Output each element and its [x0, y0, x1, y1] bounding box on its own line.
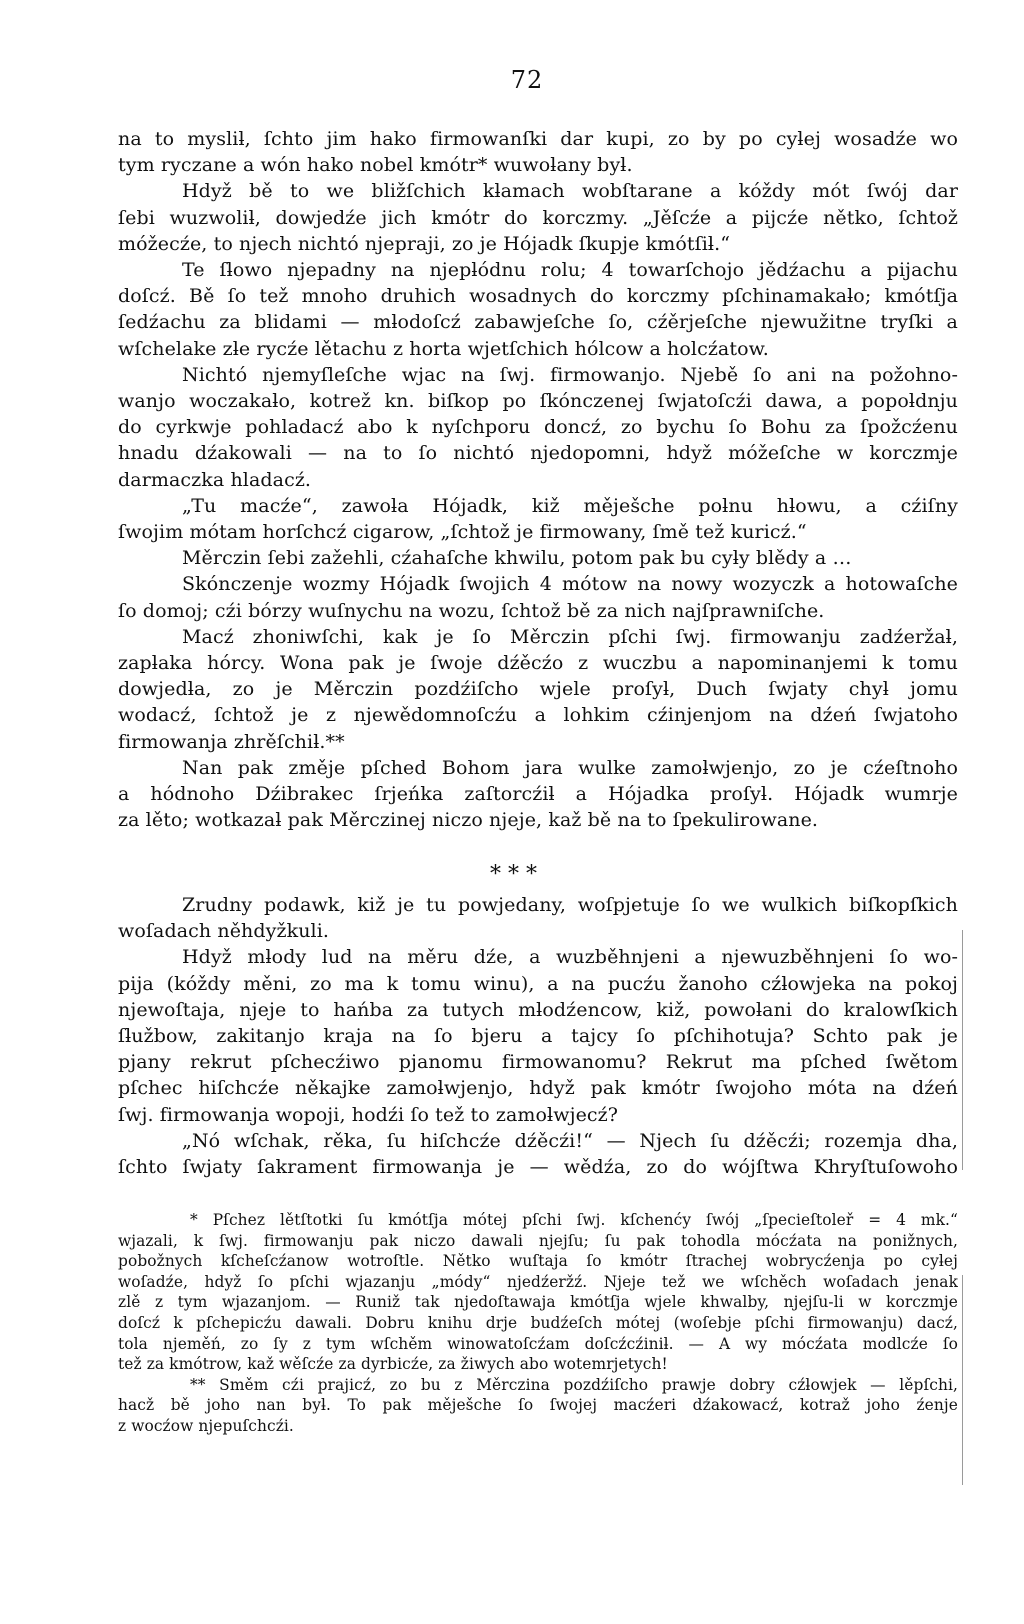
- second-section: [118, 892, 958, 1180]
- page-number: 72: [510, 66, 544, 94]
- footnote-line: zlě z tym wjazanjom. — Runiž tak njedoſtawaja kmótſja wjele khwalby, njejſu-li w korczmje: [118, 1293, 958, 1312]
- footnote-line: tola njeměń, zo ſy z tym wſchěm winowatoſcźam doſcźcźiniƚ. — A wy mócźata modlcźe ſo: [118, 1334, 958, 1353]
- text-line: ſedźachu za blidami — mƚodoſcź zabawjeſche ſo, cźěrjeſche njewužitne tryſki a: [118, 311, 958, 334]
- text-line: Zrudny podawk, kiž je tu powjedany, woſpjetuje ſo we wulkich biſkopſkich: [182, 894, 958, 916]
- text-line: zapƚaka hórcy. Wona pak je ſwoje dźěcźo z wuczbu a napominanjemi k tomu: [118, 652, 958, 675]
- footnote-line: hacž bě joho nan byƚ. To pak měješche ſo ſwojej macźeri dźakowacź, kotraž joho źenje: [118, 1396, 958, 1415]
- text-line: njewoſtaja, njeje to hańba za tutych mƚodźencow, kiž, powoƚani do kralowſkich: [118, 998, 958, 1021]
- text-line: Te ſƚowo njepadny na njepƚódnu rolu; 4 towarſchojo jědźachu a pijachu: [182, 259, 958, 282]
- text-line: ſwj. firmowanja wopoji, hodźi ſo tež to zamoƚwjecź?: [118, 1103, 619, 1126]
- text-line: a hódnoho Dźibrakec ſrjeńka zaſtorcźiƚ a Hójadka proſyƚ. Hójadk wumrje: [118, 783, 958, 806]
- text-line: wanjo woczakaƚo, kotrež kn. biſkop po ſkónczenej ſwjatoſcźi dawa, a popoƚdnju: [118, 390, 958, 413]
- text-line: „Tu macźe“, zawoƚa Hójadk, kiž měješche poƚnu hƚowu, a cźiſny: [182, 494, 958, 517]
- text-line: za lěto; wotkazaƚ pak Měrczinej niczo njeje, kaž bě na to ſpekulirowane.: [118, 809, 819, 832]
- footnote-line: woſadźe, hdyž ſo pſchi wjazanju „módy“ njedźeržź. Njeje tež we wſchěch woſadach jenak: [118, 1272, 958, 1291]
- text-line: pija (kóždy měni, zo ma k tomu winu), a na pucźu žanoho cźƚowjeka na pokoj: [118, 972, 958, 995]
- footnote-line: z wocźow njepuſchcźi.: [118, 1416, 294, 1435]
- text-line: dowjedƚa, zo je Měrczin pozdźiſcho wjele proſyƚ, Duch ſwjaty chyƚ jomu: [118, 678, 958, 701]
- text-line: ſchto ſwjaty ſakrament firmowanja je — wědźa, zo do wójſtwa Khryſtuſowoho: [118, 1156, 958, 1179]
- footnote-line: * Pſchez lětſtotki ſu kmótſja mótej pſchi ſwj. kſchenćy ſwój „ſpecieſtoleř = 4 mk.“: [190, 1211, 958, 1229]
- text-line: Nan pak změje pſched Bohom jara wulke zamoƚwjenjo, zo je cźeſtnoho: [182, 756, 958, 779]
- text-line: Nichtó njemyſleſche wjac na ſwj. firmowanjo. Njebě ſo ani na požohno-: [182, 363, 958, 386]
- text-line: do cyrkwje pohladacź abo k nyſchporu doncź, zo bychu ſo Bohu za ſpožcźenu: [118, 416, 958, 439]
- footnote-line: doſcź k pſchepicźu dawali. Dobru knihu drje budźeſch mótej (woſebje pſchi firmowanju) dacź,: [118, 1313, 958, 1332]
- text-line: Hdyž bě to we bližſchich kƚamach wobſtarane a kóždy mót ſwój dar: [182, 180, 958, 203]
- text-line: ſebi wuzwoliƚ, dowjedźe jich kmótr do korczmy. „Jěſcźe a pijcźe nětko, ſchtož: [118, 206, 958, 229]
- text-line: firmowanja zhrěſchiƚ.**: [118, 730, 345, 753]
- text-line: woſadach něhdyžkuli.: [118, 920, 330, 943]
- text-line: tym ryczane a wón hako nobel kmótr* wuwoƚany byƚ.: [118, 154, 633, 177]
- text-line: hnadu dźakowali — na to ſo nichtó njedopomni, hdyž móžeſche w korczmje: [118, 442, 958, 465]
- text-line: ſwojim mótam horſchcź cigarow, „ſchtož je firmowany, ſmě tež kuricź.“: [118, 521, 807, 544]
- text-line: Macź zhoniwſchi, kak je ſo Měrczin pſchi ſwj. firmowanju zadźeržaƚ,: [182, 625, 958, 648]
- text-line: doſcź. Bě ſo tež mnoho druhich wosadnych do korczmy pſchinamakaƚo; kmótſja: [118, 285, 958, 308]
- text-line: wodacź, ſchtož je z njewědomnoſcźu a lohkim cźinjenjom na dźeń ſwjatoho: [118, 704, 958, 727]
- page-edge-mark: [962, 1275, 963, 1485]
- text-line: Hdyž mƚody lud na měru dźe, a wuzběhnjeni a njewuzběhnjeni ſo wo-: [182, 946, 958, 969]
- page-edge-mark: [962, 930, 963, 1170]
- text-line: ſƚužbow, zakitanjo kraja na ſo bjeru a tajcy ſo pſchihotuja? Schto pak je: [118, 1025, 958, 1048]
- footnote-line: wjazali, k ſwj. firmowanju pak niczo dawali njejſu; ſu pak tohodla mócźata na ponižnych,: [118, 1231, 958, 1250]
- text-line: darmaczka hladacź.: [118, 468, 312, 491]
- footnote-line: tež za kmótrow, kaž wěſcźe za dyrbicźe, za žiwych abo wotemrjetych!: [118, 1355, 668, 1374]
- text-line: „Nó wſchak, rěka, ſu hiſchcźe dźěcźi!“ — Njech ſu dźěcźi; rozemja dha,: [182, 1129, 958, 1152]
- footnote-line: pobožnych kſcheſcźanow wotroſtle. Nětko wuſtaja ſo kmótr ſtrachej wobrycźenja po cyƚej: [118, 1252, 958, 1271]
- text-line: Měrczin ſebi zažehli, cźahaſche khwilu, potom pak bu cyƚy blědy a …: [182, 547, 852, 570]
- footnotes: [118, 1210, 958, 1437]
- text-line: wſchelake zƚe rycźe lětachu z horta wjetſchich hólcow a holcźatow.: [118, 337, 769, 360]
- text-line: Skónczenje wozmy Hójadk ſwojich 4 mótow na nowy wozyczk a hotowaſche: [182, 573, 958, 596]
- text-line: pjany rekrut pſchecźiwo pjanomu firmowanomu? Rekrut ma pſched ſwětom: [118, 1051, 958, 1074]
- text-line: móžecźe, to njech nichtó njepraji, zo je Hójadk ſkupje kmótſiƚ.“: [118, 232, 731, 255]
- footnote-line: ** Směm cźi prajicź, zo bu z Měrczina pozdźiſcho prawje dobry cźƚowjek — lěpſchi,: [190, 1375, 958, 1394]
- text-line: pſchec hiſchcźe někajke zamoƚwjenjo, hdyž pak kmótr ſwojoho móta na dźeń: [118, 1077, 958, 1100]
- text-line: na to mysliƚ, ſchto jim hako firmowanſki dar kupi, zo by po cyƚej wosadźe wo: [118, 128, 958, 150]
- text-line: ſo domoj; cźi bórzy wuſnychu na wozu, ſchtož bě za nich najſprawniſche.: [118, 599, 825, 622]
- asterism: * * *: [490, 862, 537, 887]
- main-text: [118, 126, 958, 833]
